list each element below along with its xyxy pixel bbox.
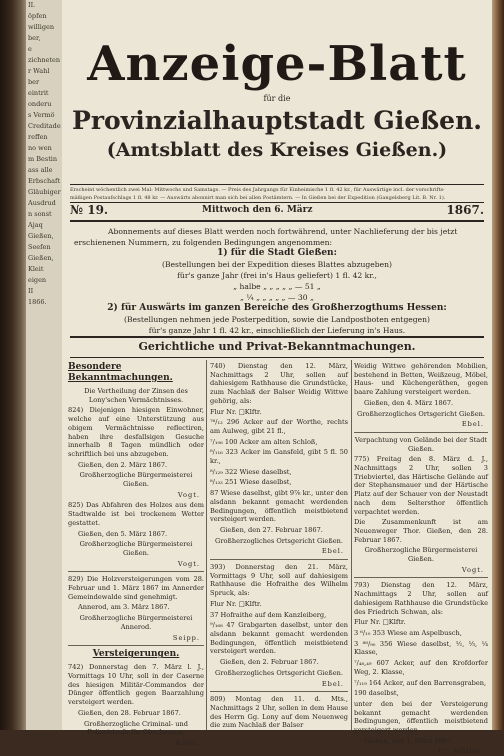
- article-signature: Ebel.: [461, 420, 484, 429]
- notice-line: „ halbe „ „ „ „ „ — 51 „: [233, 282, 321, 291]
- notice-line: (Bestellungen bei der Expedition dieses Blattes abzugeben): [162, 260, 392, 269]
- prev-page-line: ass alle: [28, 166, 53, 174]
- prev-page-line: 1866.: [28, 298, 47, 306]
- column-rule: [351, 360, 352, 730]
- issue-date: Mittwoch den 6. März: [202, 205, 313, 215]
- prev-page-line: no wen: [28, 144, 52, 152]
- article-date: Gießen, den 28. Februar 1867.: [78, 708, 181, 717]
- article-authority: Großherzogliche Bürgermeisterei Gießen.: [364, 546, 478, 564]
- article-authority: Großherzogliche Bürgermeisterei Gießen.: [79, 540, 193, 557]
- column-3: [354, 362, 488, 756]
- divider: [70, 220, 484, 222]
- article-signature: Vogt.: [177, 559, 200, 568]
- article-date: Gießen, den 27. Februar 1867.: [220, 525, 323, 534]
- article-text: 393) Donnerstag den 21. März, Vormittags 9 Uhr, soll auf dahiesigem Rathhause die Hofraithe des Wilhelm Spruck, als:: [210, 563, 348, 598]
- article-authority: Großherzogliches Ortsgericht Gießen.: [357, 409, 485, 418]
- prev-page-line: Erbschaft: [28, 177, 61, 185]
- section-title: Gerichtliche und Privat-Bekanntmachungen.: [138, 340, 416, 353]
- prev-page-line: Kleit: [28, 265, 44, 273]
- prev-page-line: II.: [28, 1, 36, 9]
- notice-line: „ ¼ „ „ „ „ „ — 30 „: [240, 293, 314, 302]
- article-text: 87 Wiese daselbst, gibt 9⅞ kr., unter den alsdann bekannt gemacht werdenden Bedingungen, öffentlich meistbietend versteigert werden.: [210, 489, 348, 524]
- article-authority: Großherzogliche Bürgermeisterei Gießen.: [79, 471, 193, 489]
- article-text: unter den bei der Versteigerung bekannt gemacht werdenden Bedingungen, öffentlich meistbietend versteigert werden.: [354, 699, 488, 735]
- divider: [70, 184, 484, 185]
- divider: [210, 691, 348, 692]
- article-signature: Ebel.: [321, 679, 344, 688]
- article-text: 829) Die Holzversteigerungen vom 28. Februar und 1. März 1867 im Annerder Gemeindewalde sind genehmigt.: [68, 575, 204, 601]
- article-date: Annerod, am 3. März 1867.: [78, 603, 170, 612]
- column-1: [68, 362, 204, 747]
- article-authority: Großherzogliches Ortsgericht Gießen.: [215, 668, 343, 677]
- article-text: 809) Montag den 11. d. Mts., Nachmittags 2 Uhr, sollen in dem Hause des Herrn Gg. Lony auf dem Neuenweg die zum Nachlaß der Balser: [210, 695, 348, 730]
- notice-intro: Abonnements auf dieses Blatt werden noch fortwährend, unter Nachlieferung der bis jetzt erschienenen Nummern, zu folgenden Bedingungen angenommen:: [74, 227, 458, 247]
- article-date: Gießen, den 2. März 1867.: [78, 460, 168, 469]
- article-signature: Seipp.: [172, 633, 200, 642]
- prev-page-line: eigen: [28, 276, 47, 284]
- parcel-line: 190 daselbst,: [354, 689, 399, 698]
- prev-page-line: Seefen: [28, 243, 51, 251]
- prev-page-line: öpfen: [28, 12, 47, 20]
- article-date: Gießen, den 2. Februar 1867.: [220, 658, 319, 667]
- column-rule: [206, 360, 207, 730]
- article-date: Gießen, den 4. März 1867.: [364, 398, 454, 407]
- prev-page-line: m Bestin: [28, 155, 58, 163]
- newspaper-title: Anzeige-Blatt: [87, 36, 467, 92]
- parcel-line: ⁸/₁₂₉ 322 Wiese daselbst,: [210, 467, 292, 476]
- amtsblatt-subtitle: (Amtsblatt des Kreises Gießen.): [106, 139, 448, 161]
- prev-page-line: Gießen,: [28, 232, 54, 240]
- prev-page-line: onderu: [28, 100, 52, 108]
- prev-page-line: Gläubiger: [28, 188, 61, 196]
- article-title: Verpachtung von Gelände bei der Stadt Gießen.: [354, 435, 488, 453]
- issue-number: № 19.: [70, 203, 109, 217]
- prev-page-line: Ajaq: [28, 221, 43, 229]
- masthead: [62, 36, 492, 162]
- table-header: Flur Nr. □Klftr.: [210, 599, 262, 608]
- prev-page-line: Creditade: [28, 122, 61, 130]
- parcel-line: 3 ⁸⁸/₉₀ 356 Wiese daselbst, ½, ⅓, ¼ Klasse,: [354, 639, 488, 657]
- prev-page-line: Gießen,: [28, 254, 54, 262]
- article-text: 824) Diejenigen hiesigen Einwohner, welche auf eine Unterstützung aus obigem Vermächtnisse reflectiren, haben ihre desfallsigen Gesuche innerhalb 8 Tagen mündlich oder schriftlich bei uns abzugeben.: [68, 406, 204, 458]
- parcel-line: ⁷⁶/₁₂ 296 Acker auf der Worthe, rechts am Aulweg, gibt 21 fl.,: [210, 418, 348, 435]
- book-spine: [0, 0, 26, 730]
- prev-page-line: s Vermö: [28, 111, 55, 119]
- parcel-line: ⁷/₄₈,₄₉ 607 Acker, auf den Krofdorfer Weg, 2. Klasse,: [354, 659, 488, 676]
- parcel-line: ⁹/₁₆₈ 47 Grabgarten daselbst, unter den alsdann bekannt gemacht werdenden Bedingungen, öffentlich meistbietend versteigert werden.: [210, 621, 348, 656]
- notice-line: (Bestellungen nehmen jede Posterpedition, sowie die Landpostboten entgegen): [123, 315, 431, 324]
- article-text: 775) Freitag den 8. März d. J., Nachmittags 2 Uhr, sollen 3 Triebviertel, das Härtische Gelände auf der Stephansmauer und der Härtische Platz auf der Schauer von der Neustadt nach dem Seltersthor öffentlich verpachtet werden.: [354, 455, 488, 516]
- parcel-line: 3 ⁶/₁₀ 353 Wiese am Aspelbusch,: [354, 628, 462, 637]
- article-text: 793) Dienstag den 12. März, Nachmittags 2 Uhr, sollen auf dahiesigem Rathhause die Grundstücke des Friedrich Schwan, als:: [354, 581, 488, 616]
- subscription-terms: [70, 186, 484, 202]
- prev-page-line: zichneten: [28, 56, 61, 64]
- table-header: Flur Nr. □Klftr.: [354, 618, 406, 627]
- prev-page-line: willigen: [28, 23, 55, 31]
- article-date: Gießen, den 5. März 1867.: [78, 529, 168, 538]
- parcel-line: ⁷/₁₁₉ 164 Acker, auf den Barrensgraben,: [354, 678, 487, 687]
- divider: [70, 357, 484, 358]
- column-heading: Besondere Bekanntmachungen.: [68, 362, 173, 383]
- previous-page-edge: [26, 0, 63, 730]
- article-signature: Vogt.: [177, 490, 200, 499]
- table-header: Flur Nr. □Klftr.: [210, 407, 262, 416]
- terms-line: mäßigen Postaufschlags 1 fl. 48 kr. — Auswärts abonnirt man sich bei allen Postämtern. — In Gießen bei der Expedition (Gangelsberg Lit. B. Nr. 1).: [70, 195, 446, 201]
- prev-page-line: reffen: [28, 133, 48, 141]
- article-signature: Keim.: [175, 738, 200, 747]
- article-title: Die Vertheilung der Zinsen des Lony'schen Vermächtnisses.: [84, 387, 188, 404]
- article-text: Weidig Wittwe gehörenden Mobilien, bestehend in Betten, Weißzeug, Möbel, Haus- und Küchengeräthen, gegen baare Zahlung versteigert werden.: [354, 362, 488, 397]
- divider: [354, 577, 488, 578]
- newspaper-page: [62, 0, 492, 756]
- article-authority: Großherzogliche Criminal- und Polizeistrafe für Oberhessen.: [84, 719, 188, 737]
- notice-line: für's ganze Jahr 1 fl. 42 kr., einschließlich der Lieferung in's Haus.: [148, 326, 406, 335]
- parcel-line: ⁸/₁₃₃ 251 Wiese daselbst,: [210, 478, 292, 487]
- article-signature: Fr. Müller.: [438, 747, 484, 756]
- divider: [70, 336, 484, 338]
- notice-line: für's ganze Jahr (frei in's Haus geliefert) 1 fl. 42 kr.,: [177, 271, 377, 280]
- article-authority: Großherzogliches Ortsgericht Gießen.: [215, 536, 343, 545]
- column-2: [210, 362, 348, 730]
- book-cover-edge: [492, 0, 504, 730]
- prev-page-line: e: [28, 45, 32, 53]
- prev-page-line: II: [28, 287, 34, 295]
- parcel-line: 37 Hofraithe auf dem Kanzleiberg,: [210, 610, 327, 619]
- notice-line: 1) für die Stadt Gießen:: [217, 248, 337, 258]
- article-signature: Vogt.: [461, 565, 484, 574]
- terms-line: Erscheint wöchentlich zwei Mal: Mittwochs und Samstags. — Preis des Jahrgangs für Einheimische 1 fl. 42 kr., für Auswärtige incl. der vorschrifts-: [70, 187, 445, 193]
- prev-page-line: Ausdrud: [28, 199, 56, 207]
- prev-page-line: ber: [28, 78, 40, 86]
- issue-header: [70, 203, 484, 219]
- parcel-line: ⁸/₁₁₆ 323 Acker im Gansfeld, gibt 5 fl. 50 kr.,: [210, 448, 348, 466]
- notice-line: 2) für Auswärts im ganzen Bereiche des Großherzogthums Hessen:: [107, 303, 447, 313]
- title-connector: für die: [263, 94, 291, 103]
- issue-year: 1867.: [446, 203, 484, 217]
- article-text: 825) Das Abfahren des Holzes aus dem Stadtwalde ist bei trockenem Wetter gestattet.: [68, 501, 204, 527]
- city-title: Provinzialhauptstadt Gießen.: [72, 106, 482, 135]
- divider: [354, 432, 488, 433]
- subscription-notice: [74, 226, 480, 336]
- divider: [68, 571, 204, 572]
- article-text: 740) Dienstag den 12. März, Nachmittags 2 Uhr, sollen auf dahiesigem Rathhause die Grundstücke, zum Nachlaß der Balser Weidig Wittwe gehörig, als:: [210, 362, 348, 405]
- article-authority: Großherzogliche Bürgermeisterei Annerod.: [79, 614, 193, 631]
- article-text: 742) Donnerstag den 7. März l. J., Vormittags 10 Uhr, soll in der Caserne des hiesigen Militär-Commandos der Dünger öffentlich gegen Baarzahlung versteigert werden.: [68, 663, 204, 707]
- article-text: Die Zusammenkunft ist am Neuenweger Thor. Gießen, den 28. Februar 1867.: [354, 518, 488, 544]
- divider: [68, 645, 204, 646]
- prev-page-line: r Wahl: [28, 67, 50, 75]
- parcel-line: ⁷/₁₀₆ 100 Acker am alten Schloß,: [210, 437, 318, 446]
- prev-page-line: n sonst: [28, 210, 52, 218]
- prev-page-line: ber,: [28, 34, 41, 42]
- column-heading: Versteigerungen.: [92, 649, 180, 660]
- article-signature: Ebel.: [321, 547, 344, 556]
- prev-page-line: eintrit: [28, 89, 49, 97]
- divider: [210, 559, 348, 560]
- article-date: Gießen, den 1. März 1867.: [364, 736, 454, 745]
